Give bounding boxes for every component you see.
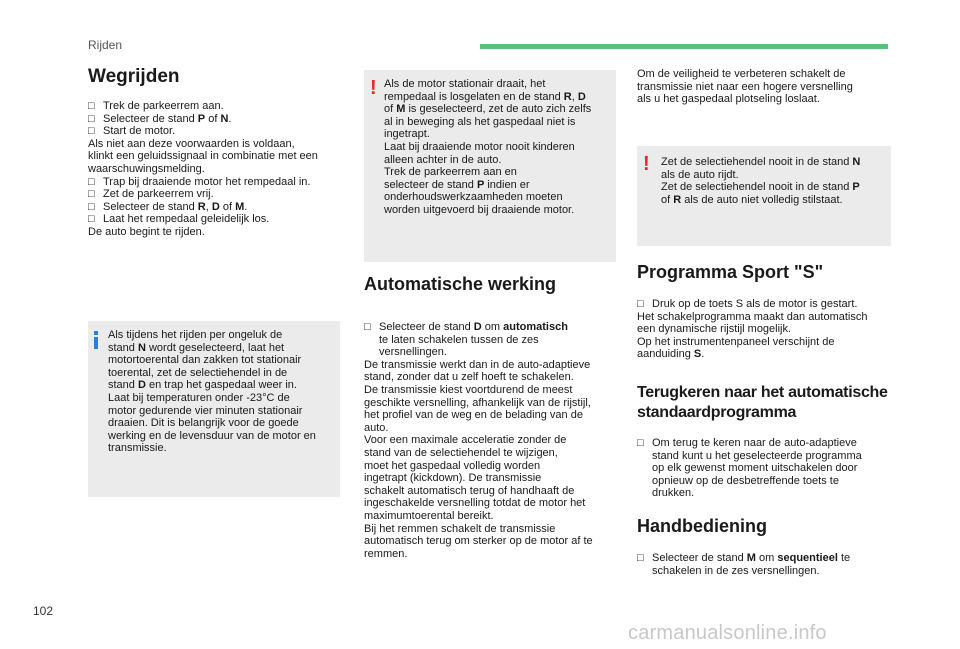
list-item: □ Selecteer de stand P of N. [88,112,232,125]
checkbox-bullet-icon: □ [88,125,95,138]
list-item: □ Trek de parkeerrem aan. [88,100,224,112]
warning-line: Zet de selectiehendel nooit in de stand P [661,181,860,194]
paragraph-line: auto. [364,421,389,434]
title-automatische-werking: Automatische werking [364,274,557,294]
paragraph-line: Bij het remmen schakelt de transmissie [364,522,556,535]
paragraph-line: als u het gaspedaal plotseling loslaat. [637,93,820,106]
paragraph-line: transmissie niet naar een hogere versnelling [637,80,853,93]
paragraph-line: automatisch terug om sterker op de motor af te [364,535,593,548]
automatische-werking-text [364,321,620,560]
paragraph-line: Het schakelprogramma maakt dan automatisch [637,310,868,323]
list-item: □ Start de motor. [88,125,176,138]
paragraph-line: stand, zonder dat u zelf hoeft te schakelen. [364,371,574,384]
paragraph-line: waarschuwingsmelding. [88,162,205,175]
title-terugkeren: Terugkeren naar het automatische [637,383,888,401]
title-terugkeren-line-2: standaardprogramma [637,403,797,421]
paragraph-line: schakelt automatisch terug of handhaaft de [364,484,575,497]
list-item: □ Druk op de toets S als de motor is gestart. [637,298,858,310]
section-header: Rijden [88,38,123,52]
checkbox-bullet-icon: □ [88,100,95,112]
warning-line: ingetrapt. [384,128,430,141]
list-item: □ Selecteer de stand D om automatisch [364,321,568,333]
page-number: 102 [33,604,54,618]
note-line: motortoerental dan zakken tot stationair [108,354,302,367]
paragraph-line: aanduiding S. [637,348,705,361]
column-3 [637,68,897,106]
paragraph-line: geschikte versnelling, afhankelijk van de rijstijl, [364,396,591,409]
paragraph-line: het profiel van de weg en de belading van de [364,409,583,422]
warning-line: alleen achter in de auto. [384,153,502,166]
paragraph-line: Voor een maximale acceleratie zonder de [364,434,567,447]
checkbox-bullet-icon: □ [364,321,371,333]
checkbox-bullet-icon: □ [88,200,95,213]
warning-line: worden uitgevoerd bij draaiende motor. [384,203,575,216]
paragraph-line: een dynamische rijstijl mogelijk. [637,323,792,336]
warning-line: als de auto rijdt. [661,168,739,181]
paragraph-line: stand van de selectiehendel te wijzigen, [364,446,558,459]
note-line: toerental, zet de selectiehendel in de [108,366,288,379]
return-heading [637,383,897,423]
checkbox-bullet-icon: □ [88,112,95,125]
list-item-continued: opnieuw op de desbetreffende toets te [652,474,839,487]
paragraph-line: moet het gaspedaal volledig worden [364,459,541,472]
warning-line: Laat bij draaiende motor nooit kinderen [384,140,575,153]
note-line: stand N wordt geselecteerd, laat het [108,341,285,354]
list-item-continued: te laten schakelen tussen de zes [379,333,539,346]
list-item-continued: op elk gewenst moment uitschakelen door [652,462,858,475]
list-item-continued: versnellingen. [379,346,447,359]
note-line: Laat bij temperaturen onder -23°C de [108,391,290,404]
note-line: Als tijdens het rijden per ongeluk de [108,329,283,341]
warning-line: rempedaal is losgelaten en de stand R, D [384,90,586,103]
checkbox-bullet-icon: □ [637,436,644,449]
warning-line: Trek de parkeerrem aan en [384,166,517,179]
paragraph-line: remmen. [364,547,408,560]
checkbox-bullet-icon: □ [88,213,95,226]
manual-text [637,552,897,577]
checkbox-bullet-icon: □ [637,298,644,310]
paragraph-line: Als niet aan deze voorwaarden is voldaan, [88,137,295,150]
paragraph-line: maximumtoerental bereikt. [364,509,494,522]
note-line: draaien. Dit is belangrijk voor de goede [108,417,299,430]
title-handbediening: Handbediening [637,515,767,536]
checkbox-bullet-icon: □ [88,175,95,188]
list-item: □ Zet de parkeerrem vrij. [88,188,214,201]
paragraph-line: Op het instrumentenpaneel verschijnt de [637,335,835,348]
title-wegrijden: Wegrijden [88,66,180,87]
paragraph-line: ingetrapt (kickdown). De transmissie [364,472,542,485]
list-item-continued: drukken. [652,487,695,500]
note-line: transmissie. [108,442,167,455]
note-line: motor gedurende vier minuten stationair [108,404,303,417]
paragraph-line: De transmissie kiest voortdurend de meest [364,383,573,396]
paragraph-line: De transmissie werkt dan in de auto-adaptieve [364,358,591,371]
paragraph-line: ingeschakelde versnelling totdat de motor het [364,497,586,510]
column-2 [364,274,620,560]
warning-box [364,70,616,262]
list-item: □ Om terug te keren naar de auto-adaptieve [637,436,857,449]
list-item: □ Selecteer de stand M om sequentieel te [637,551,851,564]
checkbox-bullet-icon: □ [88,188,95,201]
list-item: □ Trap bij draaiende motor het rempedaal in. [88,175,311,188]
note-line: stand D en trap het gaspedaal weer in. [108,379,297,392]
watermark: carmanualsonline.info [628,622,827,644]
paragraph-line: Om de veiligheid te verbeteren schakelt de [637,68,846,80]
intro-text [637,68,897,106]
paragraph-line: klinkt een geluidssignaal in combinatie met een [88,150,318,163]
warning-line: of R als de auto niet volledig stilstaat. [661,193,843,206]
warning-icon: ! [643,153,650,175]
warning-line: selecteer de stand P indien er [384,178,530,191]
column-1 [88,66,348,239]
warning-line: Zet de selectiehendel nooit in de stand N [661,156,861,168]
warning-line: of M is geselecteerd, zet de auto zich zelfs [384,103,592,116]
column-3-lower [637,262,897,577]
section-accent-bar [480,44,888,49]
info-note-box [88,321,340,497]
warning-line: onderhoudswerkzaamheden moeten [384,191,563,204]
list-item: □ Selecteer de stand R, D of M. [88,200,248,213]
warning-line: al in beweging als het gaspedaal niet is [384,115,576,128]
warning-icon: ! [370,77,377,99]
sport-text [637,298,897,361]
info-icon [94,331,98,349]
warning-box-selector [637,146,891,246]
warning-line: Als de motor stationair draait, het [384,78,546,90]
checkbox-bullet-icon: □ [637,551,644,564]
list-item: □ Laat het rempedaal geleidelijk los. [88,213,270,226]
title-programma-sport: Programma Sport "S" [637,262,824,282]
note-line: werking en de levensduur van de motor en [108,429,316,442]
list-item-continued: schakelen in de zes versnellingen. [652,564,820,577]
return-text [637,437,897,500]
list-item-continued: stand kunt u het geselecteerde programma [652,449,862,462]
wegrijden-text [88,100,348,239]
paragraph-line: De auto begint te rijden. [88,225,205,238]
